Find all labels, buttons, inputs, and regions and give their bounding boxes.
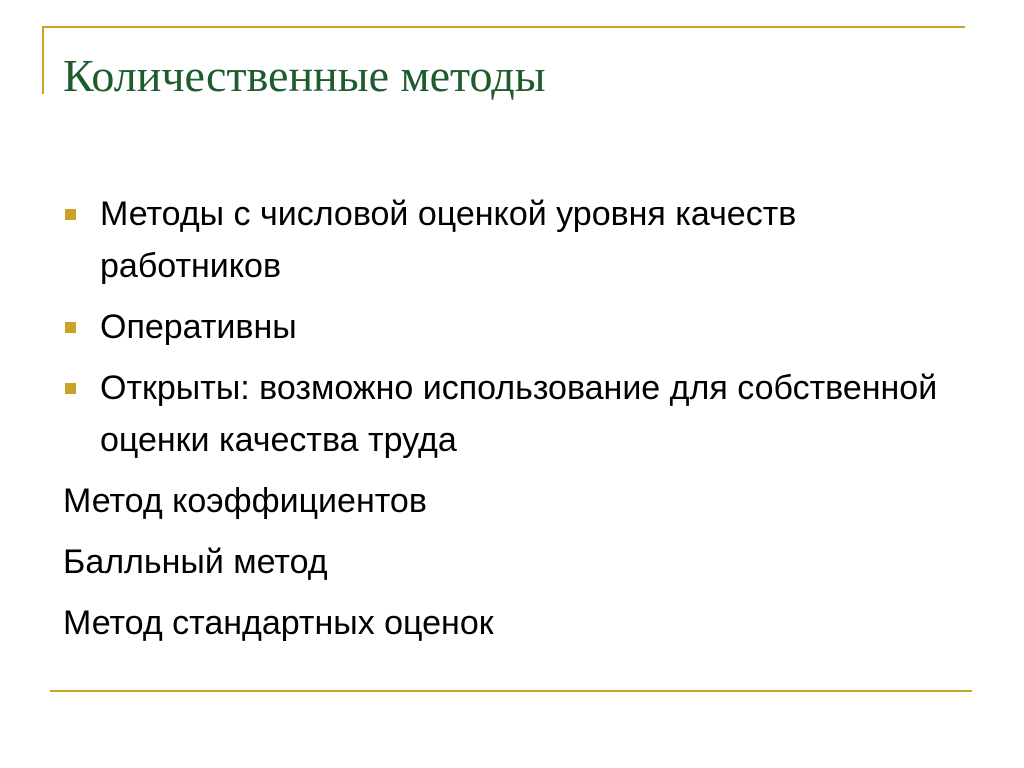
slide-content <box>63 188 963 658</box>
frame-bottom-rule <box>50 690 972 692</box>
bullet-list <box>63 188 963 466</box>
method-line: Метод стандартных оценок <box>63 604 494 642</box>
square-bullet-icon <box>65 322 76 333</box>
bullet-text: Оперативны <box>100 308 297 346</box>
frame-top-rule <box>42 26 965 28</box>
bullet-item <box>63 362 963 466</box>
square-bullet-icon <box>65 209 76 220</box>
square-bullet-icon <box>65 383 76 394</box>
bullet-text: Открыты: возможно использование для собственной оценки качества труда <box>100 369 938 459</box>
frame-left-rule <box>42 26 44 94</box>
method-line: Метод коэффициентов <box>63 482 427 520</box>
bullet-item <box>63 188 963 292</box>
bullet-text: Методы с числовой оценкой уровня качеств работников <box>100 195 797 285</box>
bullet-item <box>63 301 963 353</box>
slide-title: Количественные методы <box>63 50 546 101</box>
method-line: Балльный метод <box>63 543 328 581</box>
